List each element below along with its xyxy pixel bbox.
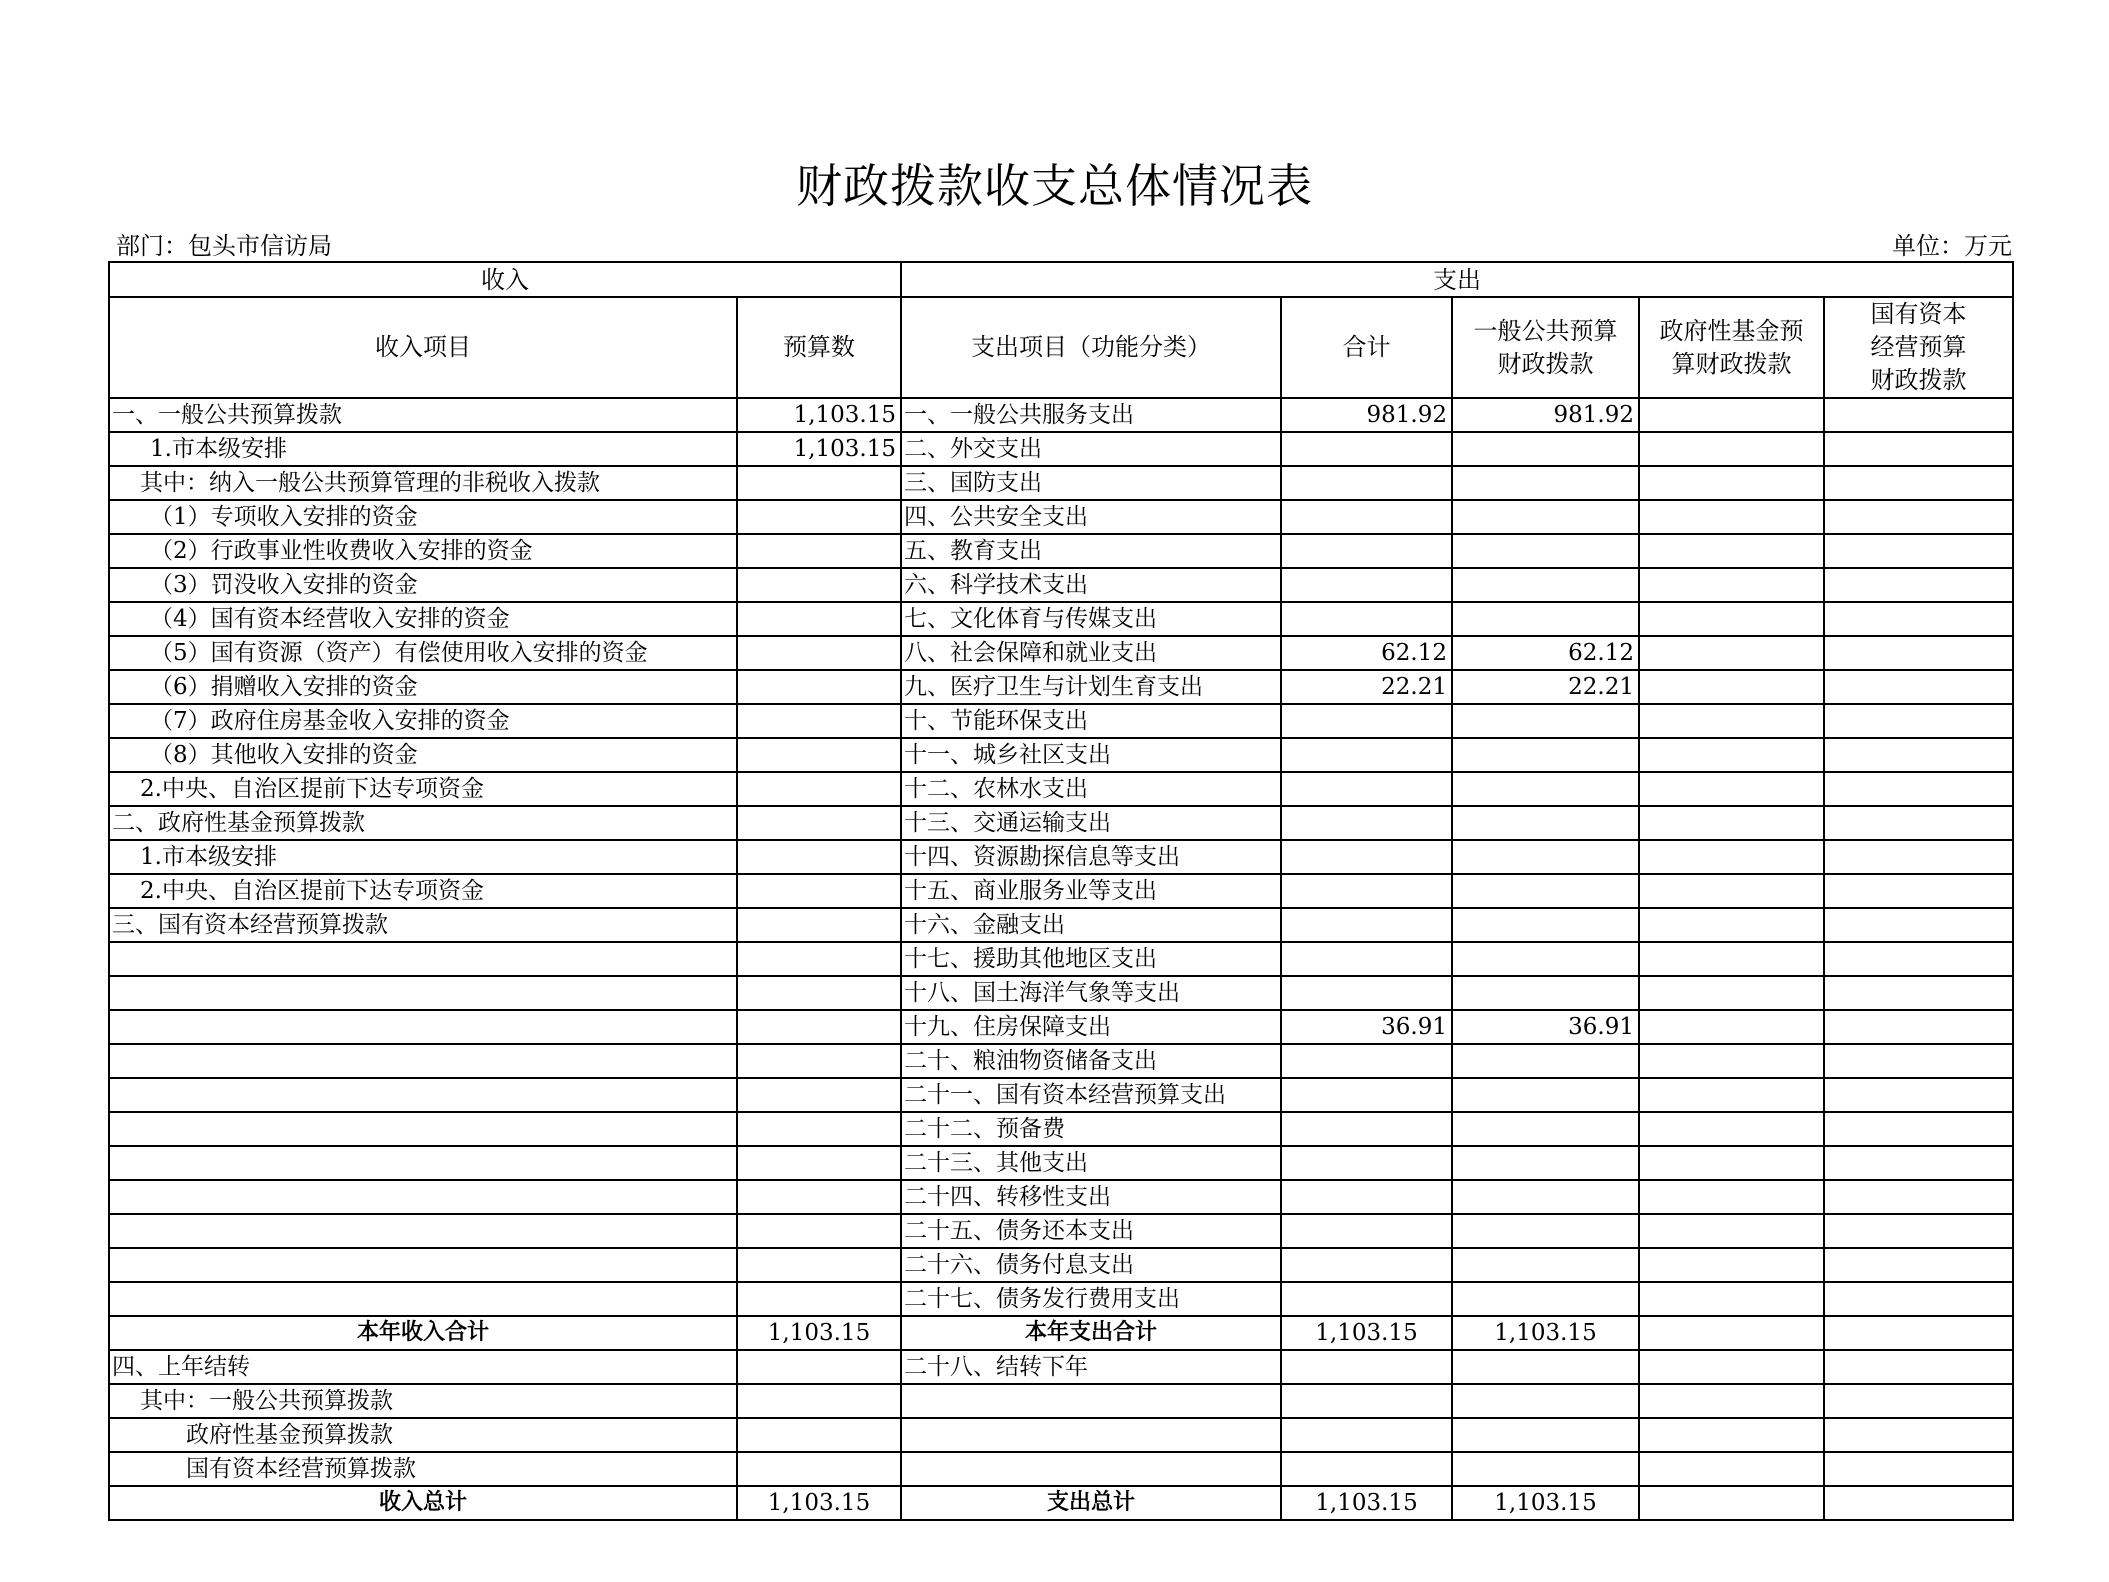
total-cell — [1281, 1452, 1452, 1486]
budget-cell — [737, 1146, 901, 1180]
total-header: 合计 — [1281, 297, 1452, 398]
general-budget-cell — [1452, 1384, 1639, 1418]
general-budget-cell — [1452, 704, 1639, 738]
income-item-cell: 2.中央、自治区提前下达专项资金 — [109, 874, 737, 908]
expense-item-cell: 七、文化体育与传媒支出 — [901, 602, 1281, 636]
expense-item-cell: 二、外交支出 — [901, 432, 1281, 466]
table-row — [109, 534, 2013, 568]
budget-cell: 1,103.15 — [737, 1486, 901, 1520]
state-capital-cell — [1824, 670, 2013, 704]
table-row — [109, 1418, 2013, 1452]
general-budget-cell: 1,103.15 — [1452, 1316, 1639, 1350]
income-item-cell — [109, 1078, 737, 1112]
state-capital-cell — [1824, 602, 2013, 636]
state-capital-cell — [1824, 1452, 2013, 1486]
general-budget-cell — [1452, 772, 1639, 806]
total-cell — [1281, 1350, 1452, 1384]
total-cell — [1281, 602, 1452, 636]
fund-budget-cell — [1639, 1316, 1824, 1350]
expense-item-cell: 二十一、国有资本经营预算支出 — [901, 1078, 1281, 1112]
general-budget-cell — [1452, 1350, 1639, 1384]
total-cell — [1281, 534, 1452, 568]
total-cell: 981.92 — [1281, 398, 1452, 432]
income-item-cell: 三、国有资本经营预算拨款 — [109, 908, 737, 942]
expense-item-cell: 二十七、债务发行费用支出 — [901, 1282, 1281, 1316]
state-capital-cell — [1824, 806, 2013, 840]
budget-cell — [737, 670, 901, 704]
state-capital-cell — [1824, 738, 2013, 772]
fund-budget-header: 政府性基金预算财政拨款 — [1639, 297, 1824, 398]
table-row — [109, 1214, 2013, 1248]
general-budget-cell — [1452, 568, 1639, 602]
expense-item-cell: 五、教育支出 — [901, 534, 1281, 568]
income-item-cell: 其中：一般公共预算拨款 — [109, 1384, 737, 1418]
fund-budget-cell — [1639, 432, 1824, 466]
fund-budget-cell — [1639, 1384, 1824, 1418]
state-capital-cell — [1824, 908, 2013, 942]
expense-item-cell — [901, 1384, 1281, 1418]
general-budget-cell — [1452, 1282, 1639, 1316]
total-cell — [1281, 908, 1452, 942]
table-row — [109, 432, 2013, 466]
state-capital-cell — [1824, 398, 2013, 432]
budget-cell: 1,103.15 — [737, 432, 901, 466]
expense-item-cell: 十五、商业服务业等支出 — [901, 874, 1281, 908]
income-item-cell — [109, 1248, 737, 1282]
general-budget-cell — [1452, 1452, 1639, 1486]
state-capital-cell — [1824, 874, 2013, 908]
state-capital-header: 国有资本经营预算财政拨款 — [1824, 297, 2013, 398]
general-budget-cell — [1452, 500, 1639, 534]
general-budget-cell: 36.91 — [1452, 1010, 1639, 1044]
expense-item-cell: 十四、资源勘探信息等支出 — [901, 840, 1281, 874]
table-row — [109, 874, 2013, 908]
total-cell: 22.21 — [1281, 670, 1452, 704]
fund-budget-cell — [1639, 568, 1824, 602]
fund-budget-cell — [1639, 1146, 1824, 1180]
state-capital-cell — [1824, 500, 2013, 534]
fund-budget-cell — [1639, 1452, 1824, 1486]
general-budget-cell — [1452, 942, 1639, 976]
fund-budget-cell — [1639, 1248, 1824, 1282]
general-budget-cell — [1452, 806, 1639, 840]
expense-item-cell: 二十四、转移性支出 — [901, 1180, 1281, 1214]
total-cell: 1,103.15 — [1281, 1316, 1452, 1350]
fund-budget-cell — [1639, 874, 1824, 908]
total-cell — [1281, 466, 1452, 500]
table-row — [109, 1180, 2013, 1214]
table-row — [109, 1384, 2013, 1418]
table-row — [109, 840, 2013, 874]
state-capital-cell — [1824, 1146, 2013, 1180]
income-item-cell: 其中：纳入一般公共预算管理的非税收入拨款 — [109, 466, 737, 500]
fund-budget-cell — [1639, 1078, 1824, 1112]
table-row — [109, 908, 2013, 942]
general-budget-cell: 981.92 — [1452, 398, 1639, 432]
budget-cell — [737, 1044, 901, 1078]
budget-cell — [737, 1214, 901, 1248]
budget-cell — [737, 806, 901, 840]
department-label: 部门：包头市信访局 — [116, 232, 332, 260]
budget-cell — [737, 772, 901, 806]
total-cell: 36.91 — [1281, 1010, 1452, 1044]
expense-item-cell: 本年支出合计 — [901, 1316, 1281, 1350]
total-cell — [1281, 1384, 1452, 1418]
income-item-cell: 四、上年结转 — [109, 1350, 737, 1384]
expense-item-cell: 十、节能环保支出 — [901, 704, 1281, 738]
fund-budget-cell — [1639, 840, 1824, 874]
state-capital-cell — [1824, 568, 2013, 602]
total-cell — [1281, 874, 1452, 908]
general-budget-cell — [1452, 1146, 1639, 1180]
state-capital-cell — [1824, 1282, 2013, 1316]
expense-item-cell: 十三、交通运输支出 — [901, 806, 1281, 840]
table-row — [109, 772, 2013, 806]
general-budget-cell — [1452, 534, 1639, 568]
table-row — [109, 1452, 2013, 1486]
table-row — [109, 1316, 2013, 1350]
state-capital-cell — [1824, 1180, 2013, 1214]
income-item-cell — [109, 1282, 737, 1316]
income-section-header: 收入 — [109, 262, 901, 297]
fund-budget-cell — [1639, 1180, 1824, 1214]
total-cell — [1281, 976, 1452, 1010]
budget-cell: 1,103.15 — [737, 398, 901, 432]
total-cell — [1281, 500, 1452, 534]
state-capital-cell — [1824, 942, 2013, 976]
table-row — [109, 1010, 2013, 1044]
expense-item-cell: 九、医疗卫生与计划生育支出 — [901, 670, 1281, 704]
fund-budget-cell — [1639, 704, 1824, 738]
income-item-cell — [109, 1180, 737, 1214]
expense-item-cell: 十九、住房保障支出 — [901, 1010, 1281, 1044]
budget-cell — [737, 636, 901, 670]
budget-cell: 1,103.15 — [737, 1316, 901, 1350]
expense-item-cell — [901, 1418, 1281, 1452]
income-item-cell: 收入总计 — [109, 1486, 737, 1520]
state-capital-cell — [1824, 1418, 2013, 1452]
expense-item-cell: 二十六、债务付息支出 — [901, 1248, 1281, 1282]
expense-item-cell: 十二、农林水支出 — [901, 772, 1281, 806]
general-budget-cell — [1452, 432, 1639, 466]
general-budget-cell — [1452, 1214, 1639, 1248]
table-row — [109, 602, 2013, 636]
fund-budget-cell — [1639, 1418, 1824, 1452]
total-cell — [1281, 432, 1452, 466]
state-capital-cell — [1824, 1044, 2013, 1078]
income-item-cell: 政府性基金预算拨款 — [109, 1418, 737, 1452]
table-row — [109, 1350, 2013, 1384]
state-capital-cell — [1824, 1078, 2013, 1112]
fund-budget-cell — [1639, 1214, 1824, 1248]
expense-item-cell: 十七、援助其他地区支出 — [901, 942, 1281, 976]
budget-cell — [737, 874, 901, 908]
total-cell — [1281, 568, 1452, 602]
expense-item-cell: 八、社会保障和就业支出 — [901, 636, 1281, 670]
budget-cell — [737, 1452, 901, 1486]
table-row — [109, 942, 2013, 976]
total-cell — [1281, 1180, 1452, 1214]
table-row — [109, 738, 2013, 772]
table-row — [109, 976, 2013, 1010]
fund-budget-cell — [1639, 1044, 1824, 1078]
general-budget-cell — [1452, 602, 1639, 636]
table-row — [109, 1248, 2013, 1282]
table-row — [109, 1146, 2013, 1180]
expense-item-cell: 二十二、预备费 — [901, 1112, 1281, 1146]
income-item-cell — [109, 1146, 737, 1180]
expense-item-cell: 一、一般公共服务支出 — [901, 398, 1281, 432]
income-item-cell — [109, 1010, 737, 1044]
state-capital-cell — [1824, 976, 2013, 1010]
expense-item-header: 支出项目（功能分类） — [901, 297, 1281, 398]
budget-header: 预算数 — [737, 297, 901, 398]
expense-item-cell: 四、公共安全支出 — [901, 500, 1281, 534]
general-budget-cell — [1452, 1418, 1639, 1452]
fund-budget-cell — [1639, 398, 1824, 432]
budget-cell — [737, 500, 901, 534]
state-capital-cell — [1824, 466, 2013, 500]
income-item-cell: 一、一般公共预算拨款 — [109, 398, 737, 432]
table-row — [109, 806, 2013, 840]
general-budget-cell — [1452, 976, 1639, 1010]
income-item-cell: 2.中央、自治区提前下达专项资金 — [109, 772, 737, 806]
budget-cell — [737, 704, 901, 738]
income-item-cell — [109, 1044, 737, 1078]
table-row — [109, 398, 2013, 432]
state-capital-cell — [1824, 1486, 2013, 1520]
general-budget-cell — [1452, 908, 1639, 942]
total-cell — [1281, 1146, 1452, 1180]
income-item-cell: 国有资本经营预算拨款 — [109, 1452, 737, 1486]
income-item-cell: 本年收入合计 — [109, 1316, 737, 1350]
income-item-cell — [109, 1214, 737, 1248]
budget-cell — [737, 1112, 901, 1146]
total-cell: 62.12 — [1281, 636, 1452, 670]
budget-cell — [737, 1180, 901, 1214]
state-capital-cell — [1824, 1112, 2013, 1146]
table-row — [109, 466, 2013, 500]
general-budget-cell: 62.12 — [1452, 636, 1639, 670]
general-budget-cell: 22.21 — [1452, 670, 1639, 704]
fund-budget-cell — [1639, 636, 1824, 670]
income-item-cell — [109, 942, 737, 976]
expense-item-cell: 十一、城乡社区支出 — [901, 738, 1281, 772]
budget-cell — [737, 1248, 901, 1282]
general-budget-cell — [1452, 1248, 1639, 1282]
total-cell — [1281, 806, 1452, 840]
state-capital-cell — [1824, 1316, 2013, 1350]
expense-item-cell: 十六、金融支出 — [901, 908, 1281, 942]
state-capital-cell — [1824, 1350, 2013, 1384]
fund-budget-cell — [1639, 466, 1824, 500]
budget-cell — [737, 534, 901, 568]
budget-cell — [737, 1010, 901, 1044]
fund-budget-cell — [1639, 602, 1824, 636]
income-item-cell: 1.市本级安排 — [109, 840, 737, 874]
total-cell — [1281, 1112, 1452, 1146]
income-item-cell: （5）国有资源（资产）有偿使用收入安排的资金 — [109, 636, 737, 670]
income-item-cell: （4）国有资本经营收入安排的资金 — [109, 602, 737, 636]
general-budget-cell — [1452, 1112, 1639, 1146]
table-row — [109, 500, 2013, 534]
income-item-cell — [109, 976, 737, 1010]
income-item-cell: 1.市本级安排 — [109, 432, 737, 466]
income-item-cell: （2）行政事业性收费收入安排的资金 — [109, 534, 737, 568]
table-row — [109, 704, 2013, 738]
general-budget-cell — [1452, 1078, 1639, 1112]
fund-budget-cell — [1639, 1486, 1824, 1520]
fund-budget-cell — [1639, 670, 1824, 704]
table-row — [109, 1112, 2013, 1146]
unit-label: 单位：万元 — [1892, 232, 2012, 260]
budget-table — [108, 261, 2014, 1521]
general-budget-cell — [1452, 840, 1639, 874]
fund-budget-cell — [1639, 738, 1824, 772]
table-row — [109, 636, 2013, 670]
state-capital-cell — [1824, 1248, 2013, 1282]
state-capital-cell — [1824, 534, 2013, 568]
income-item-cell: （6）捐赠收入安排的资金 — [109, 670, 737, 704]
budget-cell — [737, 602, 901, 636]
fund-budget-cell — [1639, 1112, 1824, 1146]
total-cell — [1281, 704, 1452, 738]
state-capital-cell — [1824, 1214, 2013, 1248]
general-budget-cell — [1452, 874, 1639, 908]
total-cell — [1281, 1248, 1452, 1282]
fund-budget-cell — [1639, 806, 1824, 840]
total-cell — [1281, 738, 1452, 772]
total-cell — [1281, 772, 1452, 806]
state-capital-cell — [1824, 840, 2013, 874]
fund-budget-cell — [1639, 534, 1824, 568]
expense-item-cell — [901, 1452, 1281, 1486]
table-row — [109, 1078, 2013, 1112]
expense-item-cell: 二十三、其他支出 — [901, 1146, 1281, 1180]
income-item-header: 收入项目 — [109, 297, 737, 398]
total-cell — [1281, 840, 1452, 874]
state-capital-cell — [1824, 772, 2013, 806]
state-capital-cell — [1824, 432, 2013, 466]
fund-budget-cell — [1639, 976, 1824, 1010]
income-item-cell: （3）罚没收入安排的资金 — [109, 568, 737, 602]
total-cell — [1281, 942, 1452, 976]
state-capital-cell — [1824, 636, 2013, 670]
state-capital-cell — [1824, 704, 2013, 738]
budget-cell — [737, 908, 901, 942]
table-row — [109, 1282, 2013, 1316]
expense-item-cell: 二十、粮油物资储备支出 — [901, 1044, 1281, 1078]
income-item-cell — [109, 1112, 737, 1146]
expense-item-cell: 支出总计 — [901, 1486, 1281, 1520]
state-capital-cell — [1824, 1010, 2013, 1044]
expense-section-header: 支出 — [901, 262, 2013, 297]
table-row — [109, 1044, 2013, 1078]
total-cell — [1281, 1044, 1452, 1078]
total-cell — [1281, 1418, 1452, 1452]
total-cell — [1281, 1282, 1452, 1316]
income-item-cell: （1）专项收入安排的资金 — [109, 500, 737, 534]
general-budget-cell — [1452, 1180, 1639, 1214]
expense-item-cell: 三、国防支出 — [901, 466, 1281, 500]
budget-cell — [737, 1418, 901, 1452]
fund-budget-cell — [1639, 908, 1824, 942]
general-budget-header: 一般公共预算财政拨款 — [1452, 297, 1639, 398]
expense-item-cell: 二十五、债务还本支出 — [901, 1214, 1281, 1248]
total-cell — [1281, 1078, 1452, 1112]
budget-cell — [737, 568, 901, 602]
general-budget-cell: 1,103.15 — [1452, 1486, 1639, 1520]
fund-budget-cell — [1639, 1010, 1824, 1044]
table-row — [109, 1486, 2013, 1520]
general-budget-cell — [1452, 738, 1639, 772]
expense-item-cell: 六、科学技术支出 — [901, 568, 1281, 602]
fund-budget-cell — [1639, 942, 1824, 976]
budget-cell — [737, 840, 901, 874]
budget-cell — [737, 1078, 901, 1112]
table-row — [109, 670, 2013, 704]
total-cell: 1,103.15 — [1281, 1486, 1452, 1520]
fund-budget-cell — [1639, 772, 1824, 806]
income-item-cell: （8）其他收入安排的资金 — [109, 738, 737, 772]
state-capital-cell — [1824, 1384, 2013, 1418]
page-title: 财政拨款收支总体情况表 — [796, 159, 1313, 213]
total-cell — [1281, 1214, 1452, 1248]
budget-cell — [737, 1350, 901, 1384]
budget-cell — [737, 1384, 901, 1418]
budget-cell — [737, 466, 901, 500]
income-item-cell: （7）政府住房基金收入安排的资金 — [109, 704, 737, 738]
fund-budget-cell — [1639, 1350, 1824, 1384]
fund-budget-cell — [1639, 1282, 1824, 1316]
general-budget-cell — [1452, 1044, 1639, 1078]
expense-item-cell: 二十八、结转下年 — [901, 1350, 1281, 1384]
income-item-cell: 二、政府性基金预算拨款 — [109, 806, 737, 840]
expense-item-cell: 十八、国土海洋气象等支出 — [901, 976, 1281, 1010]
fund-budget-cell — [1639, 500, 1824, 534]
budget-cell — [737, 1282, 901, 1316]
budget-cell — [737, 942, 901, 976]
general-budget-cell — [1452, 466, 1639, 500]
budget-cell — [737, 738, 901, 772]
table-row — [109, 568, 2013, 602]
budget-cell — [737, 976, 901, 1010]
